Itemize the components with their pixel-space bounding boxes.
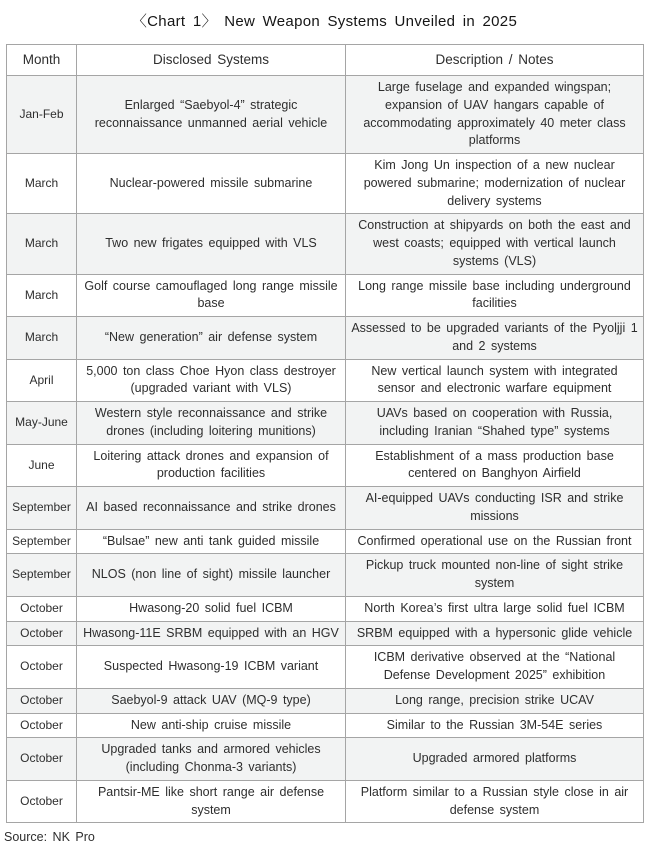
month-cell: October xyxy=(7,596,77,621)
table-row xyxy=(7,621,644,646)
system-cell: Saebyol-9 attack UAV (MQ-9 type) xyxy=(77,688,346,713)
table-body xyxy=(7,76,644,823)
table-row xyxy=(7,317,644,360)
month-cell: October xyxy=(7,688,77,713)
description-cell: Similar to the Russian 3M-54E series xyxy=(346,713,644,738)
month-cell: March xyxy=(7,214,77,274)
description-cell: North Korea’s first ultra large solid fuel ICBM xyxy=(346,596,644,621)
month-cell: October xyxy=(7,646,77,689)
month-cell: June xyxy=(7,444,77,487)
table-row xyxy=(7,688,644,713)
table-row xyxy=(7,76,644,154)
month-cell: March xyxy=(7,154,77,214)
description-cell: Establishment of a mass production base centered on Banghyon Airfield xyxy=(346,444,644,487)
month-cell: Jan-Feb xyxy=(7,76,77,154)
description-cell: Long range, precision strike UCAV xyxy=(346,688,644,713)
description-cell: SRBM equipped with a hypersonic glide vehicle xyxy=(346,621,644,646)
table-header xyxy=(7,45,644,76)
description-cell: Construction at shipyards on both the east and west coasts; equipped with vertical launch systems (VLS) xyxy=(346,214,644,274)
system-cell: Western style reconnaissance and strike drones (including loitering munitions) xyxy=(77,402,346,445)
system-cell: Loitering attack drones and expansion of production facilities xyxy=(77,444,346,487)
month-cell: May-June xyxy=(7,402,77,445)
system-cell: 5,000 ton class Choe Hyon class destroyer (upgraded variant with VLS) xyxy=(77,359,346,402)
system-cell: Pantsir-ME like short range air defense system xyxy=(77,780,346,823)
table-row xyxy=(7,738,644,781)
description-cell: UAVs based on cooperation with Russia, including Iranian “Shahed type” systems xyxy=(346,402,644,445)
table-row xyxy=(7,214,644,274)
month-cell: October xyxy=(7,621,77,646)
system-cell: NLOS (non line of sight) missile launcher xyxy=(77,554,346,597)
month-cell: October xyxy=(7,713,77,738)
header-row xyxy=(7,45,644,76)
table-row xyxy=(7,444,644,487)
description-cell: Assessed to be upgraded variants of the Pyoljji 1 and 2 systems xyxy=(346,317,644,360)
month-cell: October xyxy=(7,738,77,781)
system-cell: Nuclear-powered missile submarine xyxy=(77,154,346,214)
table-row xyxy=(7,780,644,823)
description-cell: Long range missile base including underground facilities xyxy=(346,274,644,317)
table-row xyxy=(7,713,644,738)
month-cell: September xyxy=(7,554,77,597)
table-row xyxy=(7,487,644,530)
system-cell: Hwasong-11E SRBM equipped with an HGV xyxy=(77,621,346,646)
month-cell: October xyxy=(7,780,77,823)
system-cell: Hwasong-20 solid fuel ICBM xyxy=(77,596,346,621)
system-cell: Suspected Hwasong-19 ICBM variant xyxy=(77,646,346,689)
month-cell: March xyxy=(7,317,77,360)
system-cell: Enlarged “Saebyol-4” strategic reconnaissance unmanned aerial vehicle xyxy=(77,76,346,154)
system-cell: Two new frigates equipped with VLS xyxy=(77,214,346,274)
month-cell: March xyxy=(7,274,77,317)
system-cell: Upgraded tanks and armored vehicles (including Chonma-3 variants) xyxy=(77,738,346,781)
table-row xyxy=(7,596,644,621)
description-cell: Confirmed operational use on the Russian front xyxy=(346,529,644,554)
description-cell: New vertical launch system with integrated sensor and electronic warfare equipment xyxy=(346,359,644,402)
table-row xyxy=(7,359,644,402)
weapon-systems-table xyxy=(6,44,644,823)
table-row xyxy=(7,646,644,689)
description-cell: Pickup truck mounted non-line of sight strike system xyxy=(346,554,644,597)
table-row xyxy=(7,154,644,214)
description-cell: ICBM derivative observed at the “National Defense Development 2025” exhibition xyxy=(346,646,644,689)
description-cell: Upgraded armored platforms xyxy=(346,738,644,781)
description-cell: Large fuselage and expanded wingspan; expansion of UAV hangars capable of accommodating approximately 40 meter class platforms xyxy=(346,76,644,154)
table-row xyxy=(7,529,644,554)
chart-title: 〈Chart 1〉 New Weapon Systems Unveiled in 2025 xyxy=(131,13,518,30)
system-cell: Golf course camouflaged long range missile base xyxy=(77,274,346,317)
column-header-description-notes: Description / Notes xyxy=(346,45,644,76)
description-cell: Kim Jong Un inspection of a new nuclear powered submarine; modernization of nuclear delivery systems xyxy=(346,154,644,214)
table-row xyxy=(7,402,644,445)
month-cell: September xyxy=(7,529,77,554)
system-cell: “New generation” air defense system xyxy=(77,317,346,360)
table-row xyxy=(7,274,644,317)
column-header-month: Month xyxy=(7,45,77,76)
table-row xyxy=(7,554,644,597)
source-note: Source: NK Pro xyxy=(4,830,95,845)
system-cell: “Bulsae” new anti tank guided missile xyxy=(77,529,346,554)
month-cell: April xyxy=(7,359,77,402)
system-cell: AI based reconnaissance and strike drones xyxy=(77,487,346,530)
system-cell: New anti-ship cruise missile xyxy=(77,713,346,738)
month-cell: September xyxy=(7,487,77,530)
description-cell: Platform similar to a Russian style close in air defense system xyxy=(346,780,644,823)
description-cell: AI-equipped UAVs conducting ISR and strike missions xyxy=(346,487,644,530)
column-header-disclosed-systems: Disclosed Systems xyxy=(77,45,346,76)
